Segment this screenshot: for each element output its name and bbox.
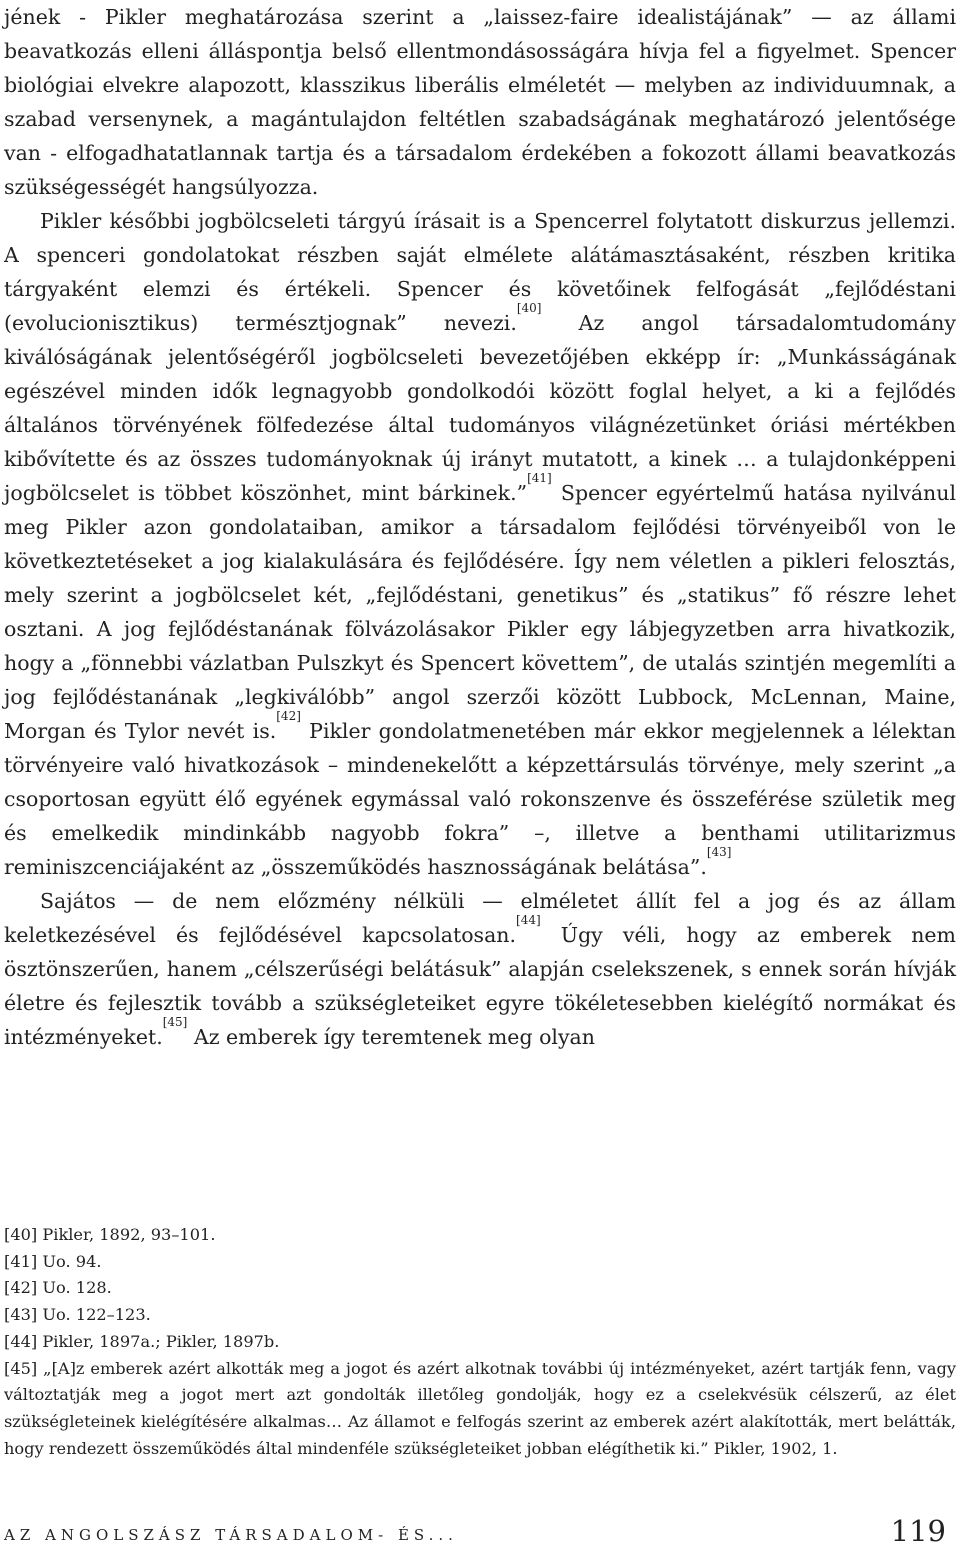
footnotes [4, 1222, 956, 1462]
paragraph-text: Az emberek így teremtenek meg olyan [187, 1025, 595, 1049]
paragraph-text: Pikler későbbi jogbölcseleti tárgyú írásait is a Spencerrel folytatott diskurzus jellemzi. A spenceri gondolatokat részben saját elmélete alátámasztásaként, részben kritika tárgyaként elemzi és értékeli. Spencer és követőinek felfogását „fejlődéstani (evolucionisztikus) természtjognak” nevezi. [4, 209, 956, 335]
footnote-ref: [41] [527, 471, 552, 485]
paragraph-text: jének - Pikler meghatározása szerint a „laissez-faire idealistájának” — az állami beavatkozás elleni álláspontja belső ellentmondásosságára hívja fel a figyelmet. Spencer biológiai elvekre alapozott, klasszikus liberális elméletét — melyben az individuumnak, a szabad versenynek, a magántulajdon feltétlen szabadságának meghatározó jelentősége van - elfogadhatatlannak tartja és a társadalom érdekében a fokozott állami beavatkozás szükségességét hangsúlyozza. [4, 5, 956, 199]
paragraph [4, 884, 956, 1054]
paragraph-text: Spencer egyértelmű hatása nyilvánul meg Pikler azon gondolataiban, amikor a társadalom fejlődési törvényeiből von le következtetéseket a jog kialakulására és fejlődésére. Így nem véletlen a pikleri felosztás, mely szerint a jogbölcselet két, „fejlődéstani, genetikus” és „statikus” fő részre lehet osztani. A jog fejlődéstanának fölvázolásakor Pikler egy lábjegyzetben arra hivatkozik, hogy a „fönnebbi vázlatban Pulszkyt és Spencert követtem”, de utalás szintjén megemlíti a jog fejlődéstanának „legkiválóbb” angol szerzői között Lubbock, McLennan, Maine, Morgan és Tylor nevét is. [4, 481, 956, 743]
footnote: [42] Uo. 128. [4, 1278, 112, 1298]
paragraph-text: Pikler gondolatmenetében már ekkor megjelennek a lélektan törvényeire való hivatkozások – mindenekelőtt a képzettársulás törvénye, mely szerint „a csoportosan együtt élő egyének egymással való rokonszenve és összeférése születik meg és emelkedik mindinkább nagyobb fokra” –, illetve a benthami utilitarizmus reminiszcenciájaként az „összeműködés hasznosságának belátása”. [4, 719, 956, 879]
page-number: 119 [890, 1514, 946, 1548]
paragraph-text: Úgy véli, hogy az emberek nem ösztönszerűen, hanem „célszerűségi belátásuk” alapján cselekszenek, s ennek során hívják életre és fejlesztik tovább a szükségleteiket egyre tökéletesebben kielégítő normákat és intézményeket. [4, 923, 956, 1049]
paragraph-text: Az angol társadalomtudomány kiválóságának jelentőségéről jogbölcseleti bevezetőjében ekképp ír: „Munkásságának egészével minden idők legnagyobb gondolkodói között foglal helyet, a ki a fejlődés általános törvényének fölfedezése által tudományos világnézetünket óriási mértékben kibővítette és az összes tudományoknak új irányt mutatott, a kinek … a tulajdonképpeni jogbölcselet is többet köszönhet, mint bárkinek.” [4, 311, 956, 505]
footnote-ref: [45] [162, 1015, 188, 1029]
footnote: [44] Pikler, 1897a.; Pikler, 1897b. [4, 1331, 280, 1351]
footnote-ref: [43] [706, 845, 732, 859]
paragraph [4, 0, 956, 204]
footnote: [43] Uo. 122–123. [4, 1305, 151, 1325]
footnote-ref: [44] [516, 913, 541, 927]
footnote: [41] Uo. 94. [4, 1251, 102, 1271]
footnote-ref: [42] [276, 709, 301, 723]
paragraph [4, 204, 956, 884]
paragraph-text: Sajátos — de nem előzmény nélküli — elméletet állít fel a jog és az állam keletkezésével és fejlődésével kapcsolatosan. [4, 889, 956, 947]
footnote: [45] „[A]z emberek azért alkották meg a jogot és azért alkotnak további új intézményeket, azért tartják fenn, vagy változtatják meg a jogot mert azt gondolták illetőleg gondolják, hogy ez a cselekvésük célszerű, az élet szükségleteinek kielégítésére alkalmas… Az államot e felfogás szerint az emberek azért alakították, mert belátták, hogy rendezett összeműködés által mindenféle szükségleteiket jobban elégíthetik ki.” Pikler, 1902, 1. [4, 1358, 956, 1458]
footnote: [40] Pikler, 1892, 93–101. [4, 1225, 216, 1244]
running-footer: AZ ANGOLSZÁSZ TÁRSADALOM- ÉS... [4, 1526, 458, 1544]
footnote-ref: [40] [516, 301, 542, 315]
body-text [4, 0, 956, 1054]
